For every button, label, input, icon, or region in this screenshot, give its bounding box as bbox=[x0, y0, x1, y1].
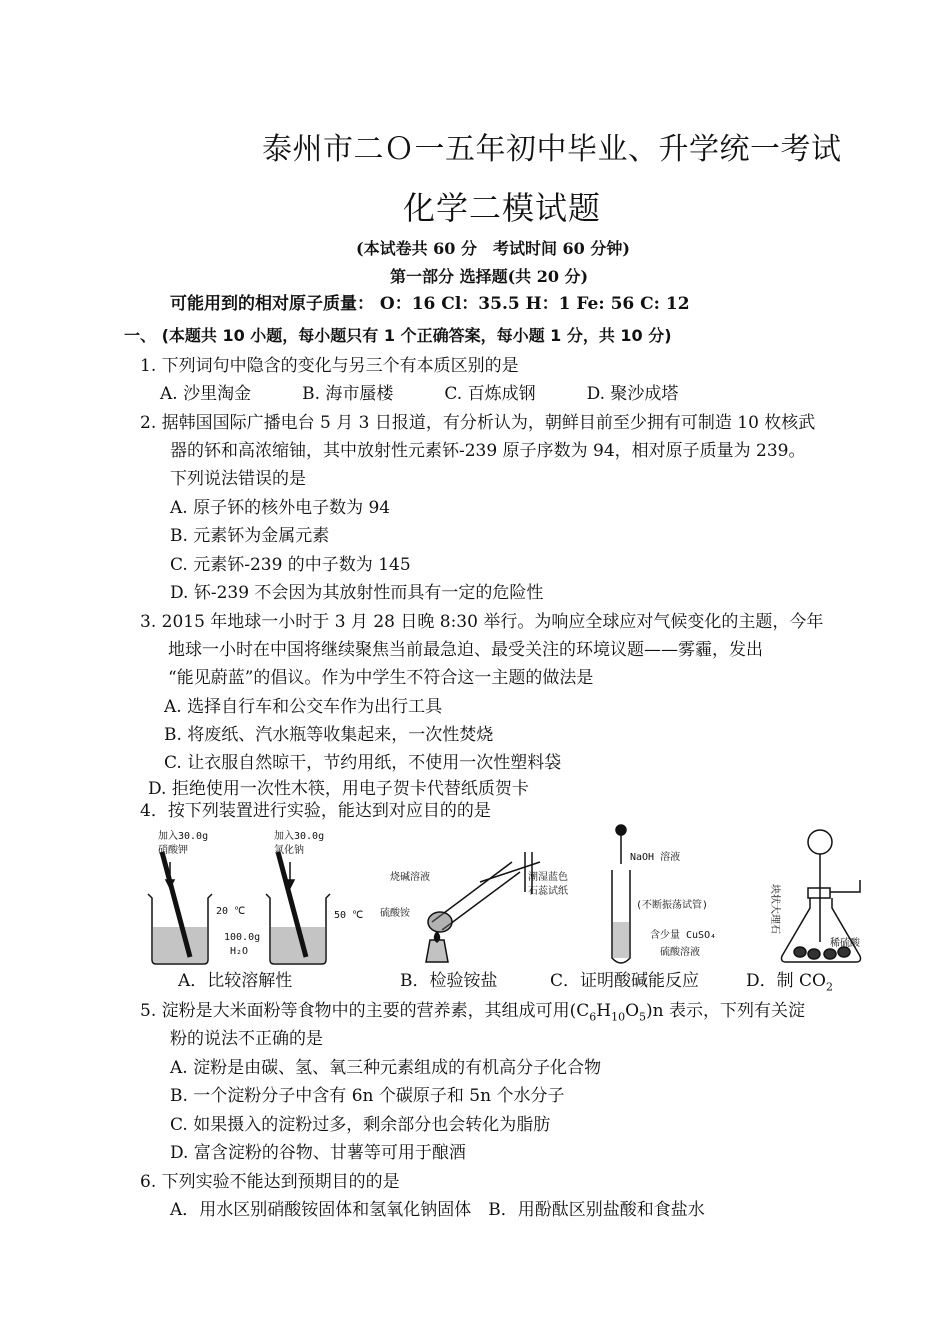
q4-caption-d: D．制 $CO_2$ bbox=[746, 971, 833, 994]
label-nacl: 氯化钠 bbox=[274, 845, 304, 856]
q5-option-a: A. 淀粉是由碳、氢、氧三种元素组成的有机高分子化合物 bbox=[170, 1058, 602, 1078]
q2-option-d: D. 钚-239 不会因为其放射性而具有一定的危险性 bbox=[170, 583, 544, 603]
q5-option-d: D. 富含淀粉的谷物、甘薯等可用于酿酒 bbox=[170, 1143, 466, 1163]
dropper-test-tube-icon bbox=[612, 825, 630, 963]
q3-stem-line2: 地球一小时在中国将继续聚焦当前最急迫、最受关注的环境议题——雾霾，发出 bbox=[168, 640, 763, 660]
q3-option-b: B. 将废纸、汽水瓶等收集起来，一次性焚烧 bbox=[164, 725, 494, 745]
label-litmus-1: 潮湿蓝色 bbox=[528, 872, 568, 883]
label-dilute-sulfuric: 稀硫酸 bbox=[830, 938, 860, 949]
q6-stem: 6. 下列实验不能达到预期目的的是 bbox=[140, 1172, 400, 1192]
q2-option-a: A. 原子钚的核外电子数为 94 bbox=[170, 498, 391, 518]
q6-options: A．用水区别硝酸铵固体和氢氧化钠固体 B．用酚酞区别盐酸和食盐水 bbox=[170, 1200, 705, 1220]
q4-caption-c: C．证明酸碱能反应 bbox=[550, 971, 700, 991]
q4-caption-a: A．比较溶解性 bbox=[178, 971, 293, 991]
q4-stem: 4．按下列装置进行实验，能达到对应目的的是 bbox=[140, 801, 491, 821]
exam-subtitle: 化学二模试题 bbox=[403, 189, 602, 227]
label-kno3: 硝酸钾 bbox=[158, 845, 188, 856]
q1-stem: 1. 下列词句中隐含的变化与另三个有本质区别的是 bbox=[140, 356, 519, 376]
section-heading: 一、 (本题共 10 小题，每小题只有 1 个正确答案，每小题 1 分，共 10 分) bbox=[124, 326, 672, 345]
label-naoh-solution: 烧碱溶液 bbox=[390, 872, 430, 883]
exam-info: (本试卷共 60 分 考试时间 60 分钟) bbox=[356, 239, 630, 258]
part-title: 第一部分 选择题(共 20 分) bbox=[390, 267, 589, 286]
label-marble: 块状大理石 bbox=[769, 884, 780, 934]
q5-option-b: B. 一个淀粉分子中含有 6n 个碳原子和 5n 个水分子 bbox=[170, 1086, 565, 1106]
label-20c: 20 ℃ bbox=[216, 906, 246, 917]
label-sulfuric-solution: 硫酸溶液 bbox=[660, 947, 700, 958]
q4-apparatus-figure bbox=[140, 822, 880, 972]
exam-title: 泰州市二Ｏ一五年初中毕业、升学统一考试 bbox=[262, 132, 842, 167]
label-ammonium-sulfate: 硫酸铵 bbox=[380, 908, 410, 919]
q2-stem-line2: 器的钚和高浓缩铀，其中放射性元素钚-239 原子序数为 94，相对原子质量为 239。 bbox=[170, 441, 806, 461]
label-h2o: H₂O bbox=[230, 946, 249, 957]
label-shake: (不断振荡试管) bbox=[636, 900, 709, 911]
q2-stem-line1: 2. 据韩国国际广播电台 5 月 3 日报道，有分析认为，朝鲜目前至少拥有可制造 10 枚核武 bbox=[140, 413, 816, 433]
beaker-2-icon bbox=[266, 852, 330, 964]
q1-options: A. 沙里淘金 B. 海市蜃楼 C. 百炼成钢 D. 聚沙成塔 bbox=[160, 384, 679, 404]
beaker-1-icon bbox=[148, 852, 212, 964]
q3-stem-line3: “能见蔚蓝”的倡议。作为中学生不符合这一主题的做法是 bbox=[168, 668, 594, 688]
heated-test-tube-icon bbox=[426, 852, 540, 962]
label-100g: 100.0g bbox=[224, 932, 261, 943]
q3-option-a: A. 选择自行车和公交车作为出行工具 bbox=[164, 697, 443, 717]
q3-option-d: D. 拒绝使用一次性木筷，用电子贺卡代替纸质贺卡 bbox=[148, 779, 529, 799]
label-add-30g-2: 加入30.0g bbox=[274, 831, 325, 842]
q5-option-c: C. 如果摄入的淀粉过多，剩余部分也会转化为脂肪 bbox=[170, 1115, 551, 1135]
q5-stem-line1: 5. 淀粉是大米面粉等食物中的主要的营养素，其组成可用$(C_6H_{10}O_5)n$ 表示，下列有关淀 bbox=[140, 1001, 806, 1024]
label-cuso4: 含少量 CuSO₄ bbox=[650, 930, 717, 941]
atomic-mass-line: 可能用到的相对原子质量： O：16 Cl：35.5 H：1 Fe: 56 C: 12 bbox=[170, 294, 690, 314]
label-add-30g-1: 加入30.0g bbox=[158, 831, 209, 842]
q3-stem-line1: 3. 2015 年地球一小时于 3 月 28 日晚 8:30 举行。为响应全球应对气候变化的主题，今年 bbox=[140, 612, 824, 632]
label-50c: 50 ℃ bbox=[334, 910, 364, 921]
q4-caption-b: B．检验铵盐 bbox=[400, 971, 498, 991]
q2-option-b: B. 元素钚为金属元素 bbox=[170, 526, 330, 546]
label-litmus-2: 石蕊试纸 bbox=[528, 886, 568, 897]
label-naoh: NaOH 溶液 bbox=[630, 852, 681, 863]
q5-stem-line2: 粉的说法不正确的是 bbox=[170, 1029, 323, 1049]
q2-option-c: C. 元素钚-239 的中子数为 145 bbox=[170, 555, 411, 575]
q3-option-c: C. 让衣服自然晾干，节约用纸，不使用一次性塑料袋 bbox=[164, 753, 562, 773]
q2-stem-line3: 下列说法错误的是 bbox=[170, 469, 306, 489]
